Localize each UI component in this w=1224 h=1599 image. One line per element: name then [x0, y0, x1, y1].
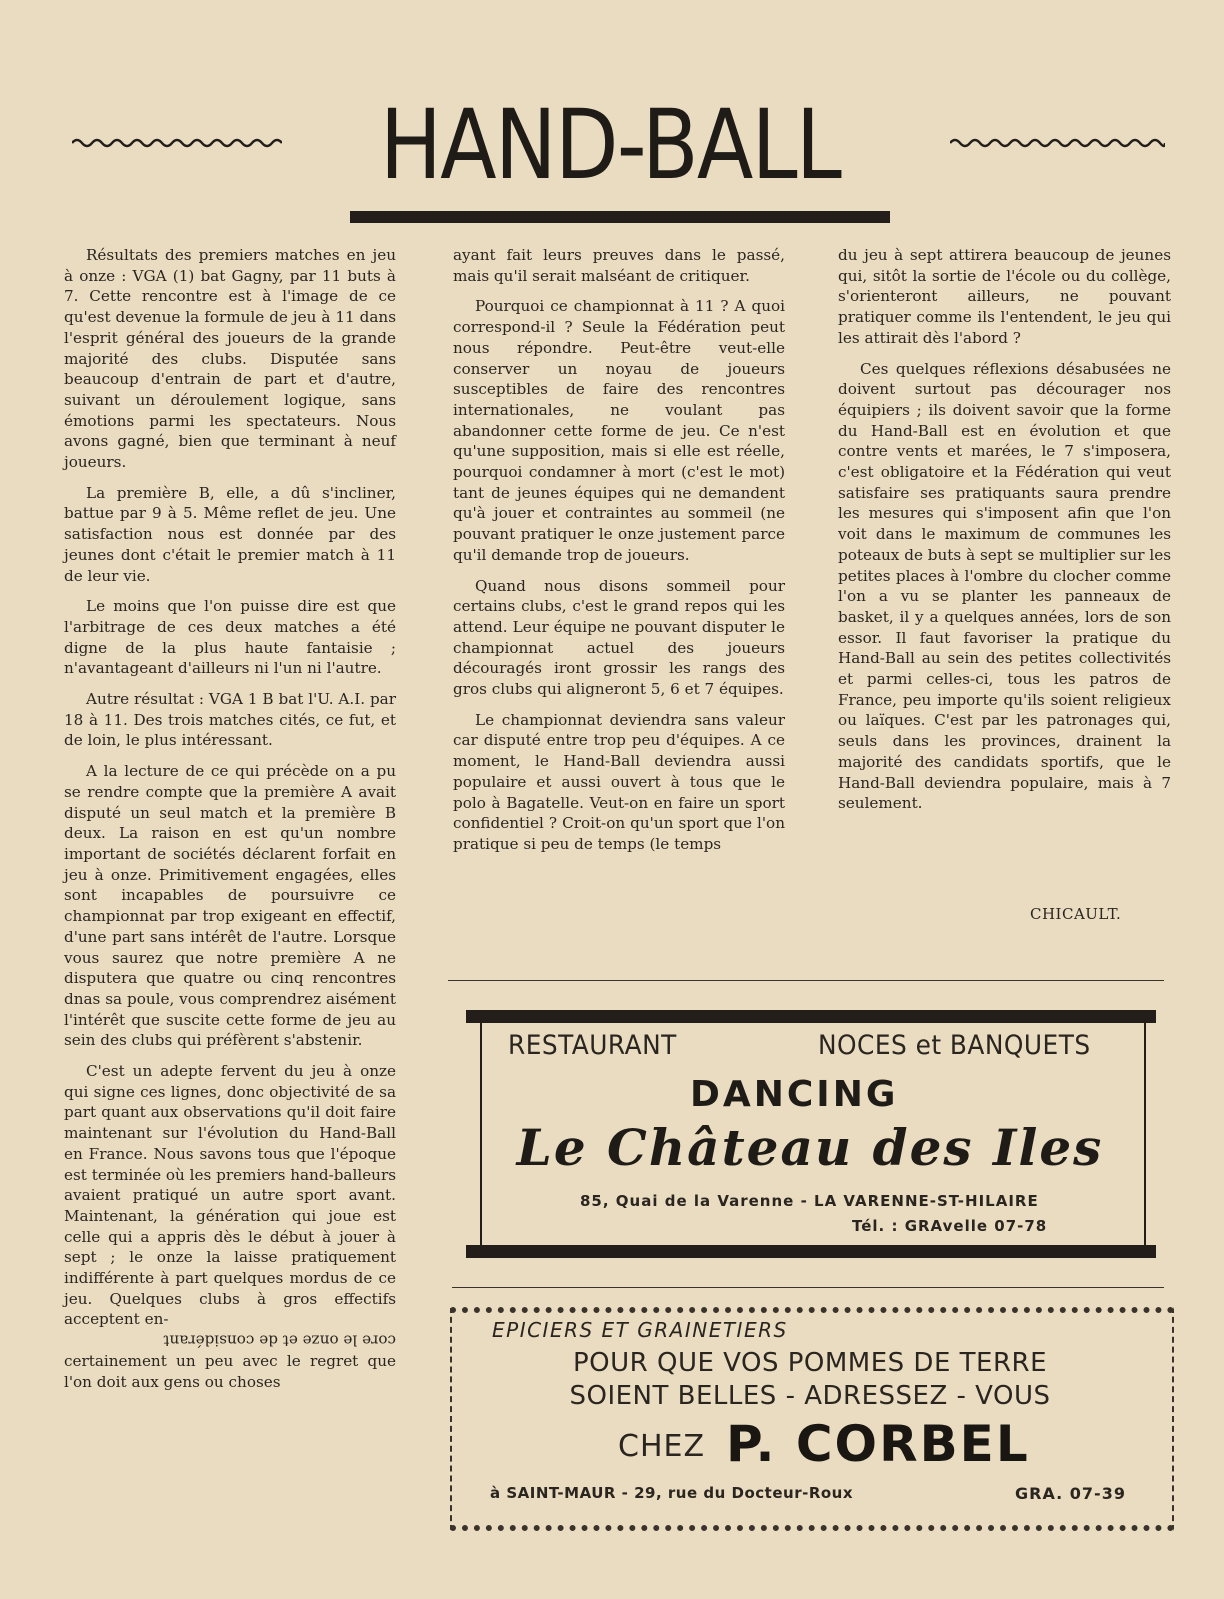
paragraph: Quand nous disons sommeil pour certains clubs, c'est le grand repos qui les attend. Leur équipe ne pouvant disputer le championnat actuel des joueurs découragés iront grossir les rangs des gros clubs qui aligneront 5, 6 et 7 équipes.: [453, 576, 785, 699]
ad-border-top: [466, 1010, 1156, 1023]
paragraph: Le championnat deviendra sans valeur car disputé entre trop peu d'équipes. A ce moment, le Hand-Ball deviendra aussi populaire et aussi ouvert à tous que le polo à Bagatelle. Veut-on en faire un sport confidentiel ? Croit-on qu'un sport que l'on pratique si peu de temps (le temps: [453, 710, 785, 853]
paragraph: du jeu à sept attirera beaucoup de jeunes qui, sitôt la sortie de l'école ou du collège, s'orienteront ailleurs, ne pouvant pratiquer comme ils l'entendent, le jeu qui les attirait dès l'abord ?: [838, 246, 1171, 347]
paragraph: Pourquoi ce championnat à 11 ? A quoi correspond-il ? Seule la Fédération peut nous répondre. Peut-être veut-elle conserver un noyau de joueurs susceptibles de faire des rencontres internationales, ne voulant pas abandonner cette forme de jeu. Ce n'est qu'une supposition, mais si elle est réelle, pourquoi condamner à mort (c'est le mot) tant de jeunes équipes qui ne demandent qu'à jouer et contraintes au sommeil (ne pouvant pratiquer le onze justement parce qu'il demande trop de joueurs.: [453, 297, 785, 564]
paragraph: Résultats des premiers matches en jeu à onze : VGA (1) bat Gagny, par 11 buts à 7. Cette rencontre est à l'image de ce qu'est devenue la formule de jeu à 11 dans l'esprit général des joueurs de la grande majorité des clubs. Disputée sans beaucoup d'entrain de part et d'autre, suivant un déroulement logique, sans émotions parmi les spectateurs. Nous avons gagné, bien que terminant à neuf joueurs.: [64, 246, 396, 472]
ad-noces-label: NOCES et BANQUETS: [818, 1030, 1091, 1061]
paragraph: Autre résultat : VGA 1 B bat l'U. A.I. par 18 à 11. Des trois matches cités, ce fut, et de loin, le plus intéressant.: [64, 690, 396, 750]
ad-corbel-address: à SAINT-MAUR - 29, rue du Docteur-Roux: [490, 1484, 854, 1502]
misprinted-line: core le onze et de considérant: [163, 1331, 396, 1350]
paragraph: A la lecture de ce qui précède on a pu se rendre compte que la première A avait disputé un seul match et la première B deux. La raison en est qu'un nombre important de sociétés déclarent forfait en jeu à onze. Primitivement engagées, elles sont incapables de poursuivre ce championnat par trop exigeant en effectif, d'une part sans intérêt de l'autre. Lorsque vous saurez que notre première A ne disputera que quatre ou cinq rencontres dnas sa poule, vous comprendrez aisément l'intérêt que suscite cette forme de jeu au sein des clubs qui préfèrent s'abstenir.: [64, 762, 396, 1050]
ad-corbel-name: P. CORBEL: [726, 1415, 1030, 1473]
ad-chateau-phone: Tél. : GRAvelle 07-78: [852, 1217, 1048, 1235]
ad-dancing-label: DANCING: [690, 1074, 899, 1115]
paragraph-continued: certainement un peu avec le regret que l'on doit aux gens ou choses: [64, 1351, 396, 1391]
ad-restaurant-label: RESTAURANT: [508, 1030, 677, 1061]
wave-ornament-left: [72, 134, 282, 152]
paragraph: C'est un adepte fervent du jeu à onze qui signe ces lignes, donc objectivité de sa part quant aux observations qu'il doit faire maintenant sur l'évolution du Hand-Ball en France. Nous savons tous que l'époque est terminée où les premiers hand-balleurs avaient pratiqué un autre sport avant. Maintenant, la génération qui joue est celle qui a appris dès le début à jouer à sept ; le onze la laisse pratiquement indifférente à part quelques mordus de ce jeu. Quelques clubs à gros effectifs acceptent en-: [64, 1062, 397, 1329]
separator-line: [448, 980, 1164, 981]
ad-chateau-address: 85, Quai de la Varenne - LA VARENNE-ST-HILAIRE: [580, 1192, 1039, 1210]
paragraph: Le moins que l'on puisse dire est que l'arbitrage de ces deux matches a été digne de la plus haute fantaisie ; n'avantageant d'ailleurs ni l'un ni l'autre.: [64, 597, 396, 678]
paragraph: ayant fait leurs preuves dans le passé, mais qu'il serait malséant de critiquer.: [453, 246, 785, 285]
article-column-2: [453, 245, 785, 865]
ad-border-bottom: [466, 1245, 1156, 1258]
separator-line: [452, 1287, 1164, 1288]
paragraph: La première B, elle, a dû s'incliner, battue par 9 à 5. Même reflet de jeu. Une satisfaction nous est donnée par des jeunes dont c'était le premier match à 11 de leur vie.: [64, 483, 396, 585]
author-signature: CHICAULT.: [1030, 905, 1122, 923]
ad-corbel-phone: GRA. 07-39: [1015, 1484, 1126, 1503]
title-underline-bar: [350, 211, 890, 223]
ad-corbel-slogan-line1: POUR QUE VOS POMMES DE TERRE: [572, 1348, 1048, 1378]
paragraph: Ces quelques réflexions désabusées ne doivent surtout pas décourager nos équipiers ; ils doivent savoir que la forme du Hand-Ball est en évolution et que contre vents et marées, le 7 s'imposera, c'est obligatoire et la Fédération qui veut satisfaire ses pratiquants saura prendre les mesures qui s'imposent afin que l'on voit dans le maximum de communes les poteaux de buts à sept se multiplier sur les petites places à l'ombre du clocher comme l'on a vu se planter les panneaux de basket, il y a quelques années, lors de son essor. Il faut favoriser la pratique du Hand-Ball au sein des petites collectivités et parmi celles-ci, tous les patros de France, peu importe qu'ils soient religieux ou laïques. C'est par les patronages qui, seuls dans les provinces, drainent la majorité des candidats sportifs, que le Hand-Ball deviendra populaire, mais à 7 seulement.: [838, 359, 1171, 813]
article-column-3: [838, 245, 1171, 824]
ad-corbel-slogan-line2: SOIENT BELLES - ADRESSEZ - VOUS: [569, 1381, 1051, 1411]
ad-corbel-chez: CHEZ: [618, 1429, 706, 1464]
ad-chateau-name: Le Château des Iles: [516, 1118, 1104, 1177]
article-column-1: [64, 245, 396, 1402]
wave-ornament-right: [950, 134, 1165, 152]
ad-corbel-heading: EPICIERS ET GRAINETIERS: [492, 1318, 788, 1342]
page-title: HAND-BALL: [379, 89, 841, 201]
